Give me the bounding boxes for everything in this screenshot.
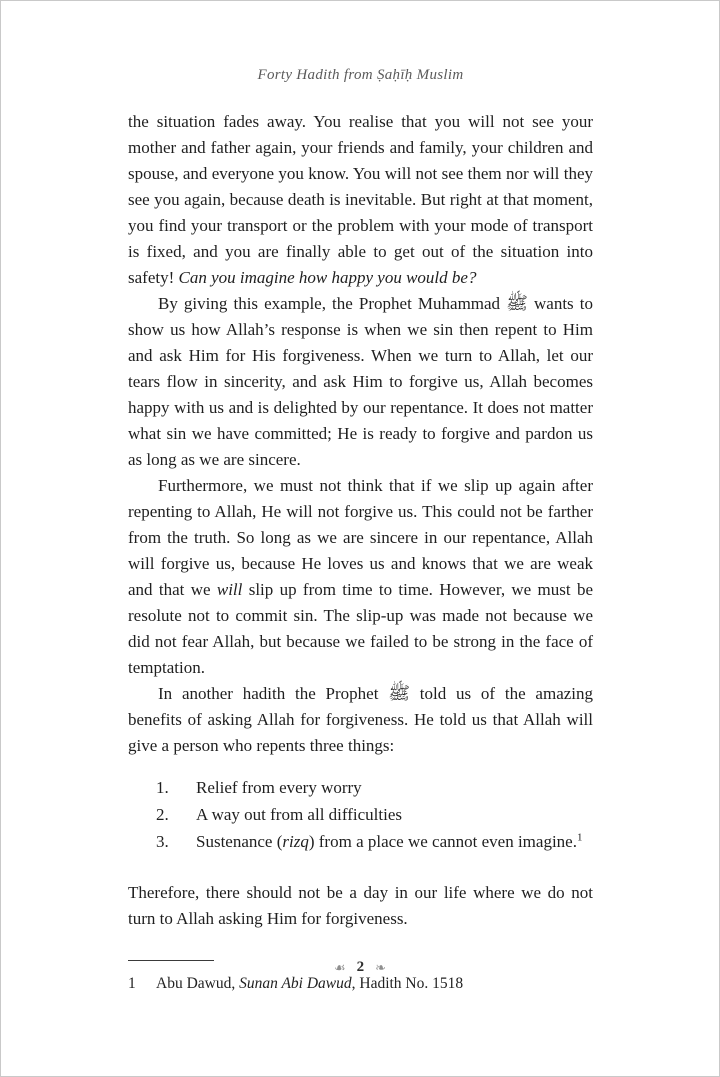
numbered-list — [128, 774, 593, 855]
page-number: 2 — [356, 959, 365, 975]
list-item-number: 1. — [156, 778, 169, 797]
list-item — [156, 828, 593, 855]
fleuron-left-icon: ☙ — [333, 960, 346, 975]
list-item-number: 3. — [156, 832, 169, 851]
body-text — [128, 109, 593, 932]
paragraph-2: By giving this example, the Prophet Muhammad ﷺ wants to show us how Allah’s response is when we sin then repent to Him and ask Him for His forgiveness. When we turn to Allah, let our tears flow in sincerity, and ask Him to forgive us, Allah becomes happy with us and is delighted by our repentance. It does not matter what sin we have committed; He is ready to forgive and pardon us as long as we are sincere. — [128, 293, 593, 469]
list-item-text: A way out from all difficulties — [196, 805, 403, 824]
list-item-number: 2. — [156, 805, 169, 824]
running-header: Forty Hadith from Ṣaḥīḥ Muslim — [257, 67, 464, 83]
list-item — [156, 801, 593, 828]
fleuron-right-icon: ❧ — [375, 960, 387, 975]
paragraph-4: In another hadith the Prophet ﷺ told us of the amazing benefits of asking Allah for forgiveness. He told us that Allah will give a person who repents three things: — [128, 683, 594, 755]
list-item-text: Relief from every worry — [196, 778, 362, 797]
page-footer — [1, 959, 719, 976]
paragraph-1: the situation fades away. You realise that you will not see your mother and father again, your friends and family, your children and spouse, and everyone you know. You will not see them nor will they see you again, because death is inevitable. But right at that moment, you find your transport or the problem with your mode of transport is fixed, and you are finally able to get out of the situation into safety! Can you imagine how happy you would be? — [128, 112, 593, 287]
footnote-number: 1 — [128, 975, 136, 992]
list-item — [156, 774, 593, 801]
list-item-text: Sustenance (rizq) from a place we cannot even imagine.$^1$ — [196, 831, 583, 851]
paragraph-3: Furthermore, we must not think that if we slip up again after repenting to Allah, He will not forgive us. This could not be farther from the truth. So long as we are sincere in our repentance, Allah will forgive us, because He loves us and knows that we are weak and that we will slip up from time to time. However, we must be resolute not to commit sin. The slip-up was made not because we did not fear Allah, but because we failed to be strong in the face of temptation. — [128, 476, 593, 677]
footnote-text: Abu Dawud, Sunan Abi Dawud, Hadith No. 1518 — [156, 975, 464, 992]
paragraph-5: Therefore, there should not be a day in our life where we do not turn to Allah asking Him for forgiveness. — [128, 883, 593, 928]
